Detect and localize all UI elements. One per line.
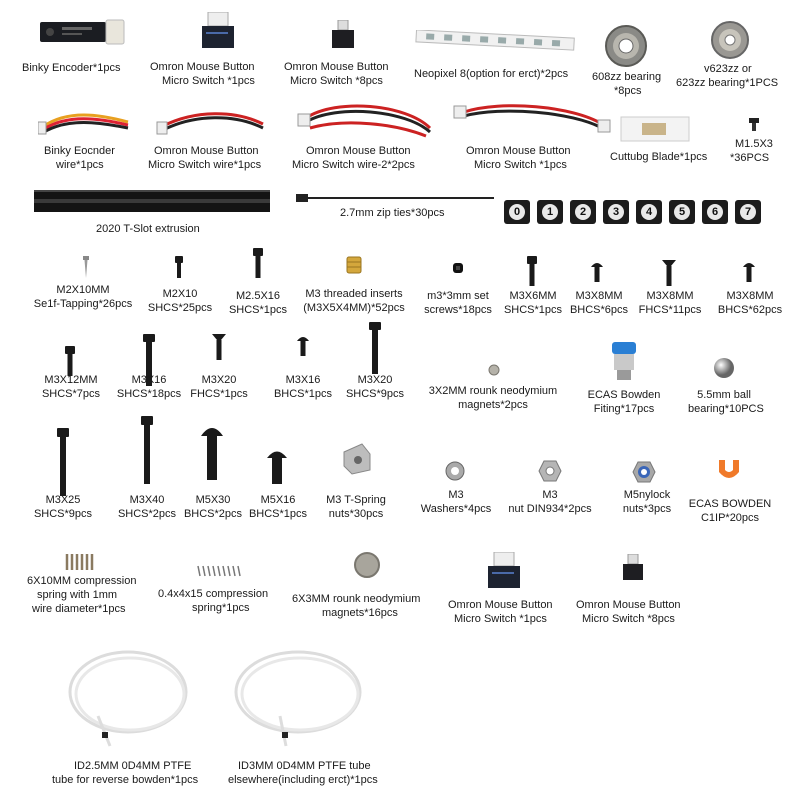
spring-6x10-label-2: spring with 1mm [37,589,118,601]
m15x3-label-1: M1.5X3 [735,138,773,150]
ecas-clip-label-2: C1IP*20pcs [700,512,760,524]
keycap-5 [669,200,695,224]
m2x10-tapping-icon [82,256,90,278]
switch-wire-2-label-1: Omron Mouse Button [306,145,411,157]
keycap-label: 1 [542,204,558,220]
ecas-bowden-label-1: ECAS Bowden [587,389,661,401]
omron-switch-r7a-label-2: Micro Switch *1pcs [454,613,547,625]
m3-insert-icon [346,256,362,274]
m5x16-bhcs-label-1: M5X16 [260,494,296,506]
m3-tspring-label-1: M3 T-Spring [326,494,386,506]
bearing-v623-image [710,20,750,60]
m3-washer-label-1: M3 [448,489,464,501]
encoder-board-image [40,18,126,46]
tiny-screw-image [748,118,760,132]
switch-cable-label-2: Micro Switch *1pcs [474,159,567,171]
m3x16-shcs-label-2: SHCS*18pcs [116,388,182,400]
keycap-3 [603,200,629,224]
m3x16-bhcs-label-2: BHCS*1pcs [273,388,333,400]
keycap-label: 3 [608,204,624,220]
m5x30-bhcs-label-1: M5X30 [195,494,231,506]
keycap-label: 2 [575,204,591,220]
omron-switch-r7b-label-2: Micro Switch *8pcs [582,613,675,625]
magnet-6x3-label-1: 6X3MM rounk neodymium [292,593,421,605]
m3x12-shcs-label-1: M3X12MM [44,374,98,386]
zip-ties-label: 2.7mm zip ties*30pcs [340,207,445,219]
m2x10-shcs-icon [174,256,184,278]
omron-switch-1-label-1: Omron Mouse Button [150,61,255,73]
m3x16-bhcs-label-1: M3X16 [285,374,321,386]
ptfe-tube-coil-image [58,646,198,752]
m3x25-shcs-label-2: SHCS*9pcs [33,508,93,520]
bearing-608-label-2: *8pcs [614,85,642,97]
keycap-label: 0 [509,204,525,220]
m3x20-shcs-label-2: SHCS*9pcs [345,388,405,400]
m3x6-shcs-label-2: SHCS*1pcs [503,304,563,316]
bearing-v623-label-2: 623zz bearing*1PCS [676,77,779,89]
keycap-1 [537,200,563,224]
blade-image [620,116,690,142]
ball-bearing-icon [712,356,736,380]
micro-switch-small-image [330,20,356,50]
m3-tspring-label-2: nuts*30pcs [328,508,384,520]
ptfe-tube-2-label-2: elsewhere(including erct)*1pcs [228,774,378,786]
micro-switch-image-2 [486,552,522,592]
m3x6-shcs-icon [526,256,538,286]
m3x8-fhcs-label-2: FHCS*11pcs [638,304,702,316]
m3x12-shcs-icon [64,346,76,376]
m3x20-shcs-label-1: M3X20 [357,374,393,386]
magnet-3x2-icon [488,364,500,376]
encoder-wire-image [38,104,134,138]
small-spring-image [196,564,244,578]
m3x20-fhcs-label-2: FHCS*1pcs [190,388,248,400]
m25x16-shcs-icon [252,248,264,278]
m5x30-bhcs-icon [200,424,224,480]
magnet-image [352,550,382,580]
bearing-608-label-1: 608zz bearing [592,71,662,83]
omron-switch-8-label-1: Omron Mouse Button [284,61,389,73]
ecas-clip-icon [716,456,742,482]
switch-cable-image [452,98,612,142]
m5-nylock-icon [632,460,656,484]
m2x10-tapping-label-1: M2X10MM [56,284,110,296]
switch-wire-2-label-2: Micro Switch wire-2*2pcs [292,159,415,171]
m3x8-fhcs-icon [662,260,676,286]
m3-tspring-icon [340,442,372,476]
ecas-bowden-label-2: Fiting*17pcs [593,403,655,415]
bearing-608-image [604,24,648,68]
switch-wire-image [155,106,267,138]
m3x16-bhcs-icon [296,334,310,356]
compression-spring-image [64,552,98,572]
spring-6x10-label-1: 6X10MM compression [27,575,137,587]
micro-switch-small-image-2 [622,554,644,582]
omron-switch-r7b-label-1: Omron Mouse Button [576,599,681,611]
m3x25-shcs-icon [56,428,70,496]
m3x8-bhcs-6-label-1: M3X8MM [575,290,623,302]
magnet-3x2-label-1: 3X2MM rounk neodymium [428,385,558,397]
m3x8-bhcs-62-label-1: M3X8MM [726,290,774,302]
m5-nylock-label-2: nuts*3pcs [622,503,672,515]
switch-wire-2-image [296,98,436,142]
blade-label: Cuttubg Blade*1pcs [610,151,708,163]
m3-set-screw-label-2: screws*18pcs [424,304,492,316]
m3x8-bhcs-6-icon [590,260,604,282]
neopixel-label: Neopixel 8(option for erct)*2pcs [414,68,569,80]
extrusion-label: 2020 T-Slot extrusion [96,223,200,235]
bearing-v623-label-1: v623zz or [704,63,752,75]
m3-insert-label-2: (M3X5X4MM)*52pcs [303,302,405,314]
keycap-label: 6 [707,204,723,220]
m3-washer-icon [444,460,466,482]
m2x10-shcs-label-1: M2X10 [162,288,198,300]
m3-set-screw-icon [452,262,464,274]
m3x20-shcs-icon [368,322,382,374]
neopixel-strip-image [412,30,578,54]
m5x16-bhcs-label-2: BHCS*1pcs [248,508,308,520]
m3x40-shcs-label-1: M3X40 [129,494,165,506]
m3x20-fhcs-icon [212,334,226,360]
ball-bearing-label-1: 5.5mm ball [697,389,751,401]
omron-switch-1-label-2: Micro Switch *1pcs [162,75,255,87]
keycap-label: 5 [674,204,690,220]
ptfe-tube-1-label-2: tube for reverse bowden*1pcs [52,774,199,786]
ball-bearing-label-2: bearing*10PCS [688,403,764,415]
keycap-0 [504,200,530,224]
spring-6x10-label-3: wire diameter*1pcs [32,603,126,615]
encoder-wire-label-2: wire*1pcs [56,159,104,171]
ecas-bowden-icon [606,342,642,382]
omron-switch-r7a-label-1: Omron Mouse Button [448,599,553,611]
magnet-3x2-label-2: magnets*2pcs [458,399,528,411]
keycap-label: 4 [641,204,657,220]
m3-nut-label-2: nut DIN934*2pcs [508,503,592,515]
m3x40-shcs-icon [140,416,154,484]
ptfe-tube-1-label-1: ID2.5MM 0D4MM PTFE [74,760,192,772]
keycap-row [504,200,774,226]
m3-set-screw-label-1: m3*3mm set [427,290,489,302]
switch-cable-label-1: Omron Mouse Button [466,145,571,157]
m3x20-fhcs-label-1: M3X20 [201,374,237,386]
binky-encoder-label: Binky Encoder*1pcs [22,62,121,74]
keycap-6 [702,200,728,224]
m2x10-shcs-label-2: SHCS*25pcs [147,302,213,314]
keycap-label: 7 [740,204,756,220]
m3x16-shcs-label-1: M3X16 [131,374,167,386]
m3-nut-label-1: M3 [542,489,558,501]
m3x8-fhcs-label-1: M3X8MM [646,290,694,302]
m25x16-shcs-label-2: SHCS*1pcs [228,304,288,316]
m3x8-bhcs-62-icon [742,260,756,282]
m3x6-shcs-label-1: M3X6MM [509,290,557,302]
micro-switch-image [200,12,236,52]
encoder-wire-label-1: Binky Eocnder [44,145,115,157]
ecas-clip-label-1: ECAS BOWDEN [688,498,772,510]
m15x3-label-2: *36PCS [730,152,770,164]
magnet-6x3-label-2: magnets*16pcs [322,607,398,619]
keycap-7 [735,200,761,224]
extrusion-image [34,190,274,216]
m3-nut-icon [538,460,562,482]
m3x8-bhcs-6-label-2: BHCS*6pcs [569,304,629,316]
m3x40-shcs-label-2: SHCS*2pcs [117,508,177,520]
m5x16-bhcs-icon [266,448,288,484]
spring-small-label-1: 0.4x4x15 compression [158,588,269,600]
keycap-2 [570,200,596,224]
m3x8-bhcs-62-label-2: BHCS*62pcs [717,304,783,316]
omron-switch-8-label-2: Micro Switch *8pcs [290,75,383,87]
switch-wire-label-2: Micro Switch wire*1pcs [148,159,262,171]
m3x25-shcs-label-1: M3X25 [45,494,81,506]
m5x30-bhcs-label-2: BHCS*2pcs [183,508,243,520]
m3-insert-label-1: M3 threaded inserts [305,288,403,300]
m3x12-shcs-label-2: SHCS*7pcs [41,388,101,400]
m5-nylock-label-1: M5nylock [623,489,671,501]
ptfe-tube-coil-image-2 [222,646,372,752]
keycap-4 [636,200,662,224]
switch-wire-label-1: Omron Mouse Button [154,145,259,157]
ptfe-tube-2-label-1: ID3MM 0D4MM PTFE tube [238,760,371,772]
m3-washer-label-2: Washers*4pcs [420,503,492,515]
zip-tie-image [296,192,496,204]
m25x16-shcs-label-1: M2.5X16 [235,290,281,302]
spring-small-label-2: spring*1pcs [192,602,250,614]
m2x10-tapping-label-2: Se1f-Tapping*26pcs [33,298,133,310]
